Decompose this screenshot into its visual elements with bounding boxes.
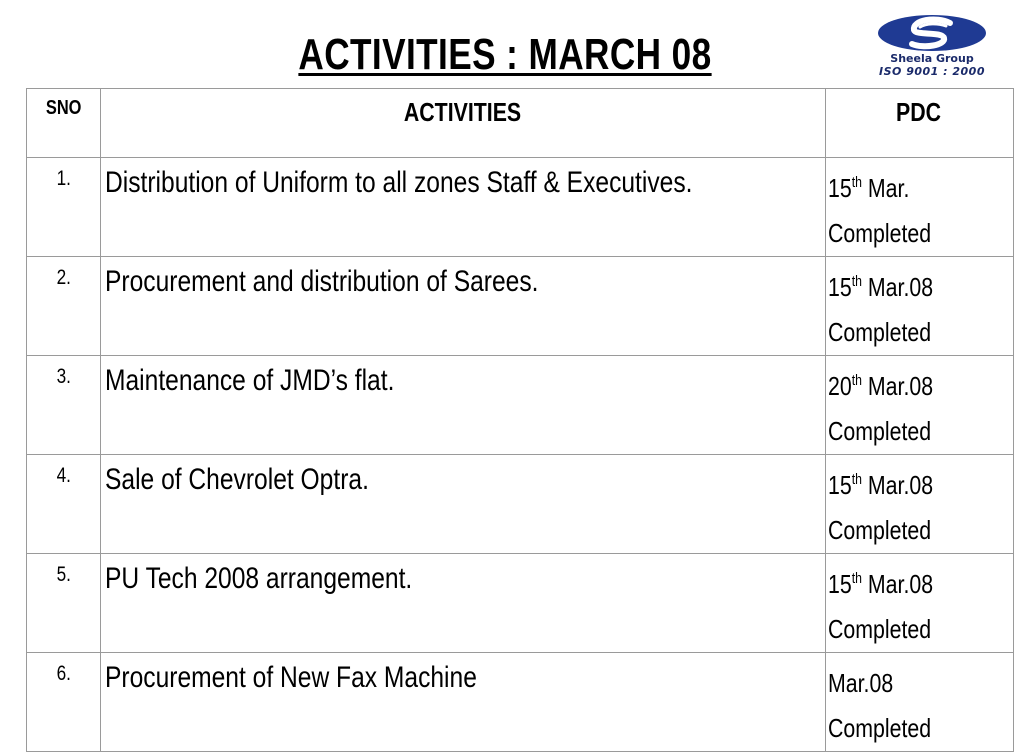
company-logo <box>862 14 1002 78</box>
cell-sno: 3. <box>27 356 101 455</box>
page-title: ACTIVITIES : MARCH 08 <box>298 30 712 79</box>
cell-pdc <box>826 554 1014 653</box>
table-header-row <box>27 89 1014 158</box>
cell-activity: Procurement of New Fax Machine <box>101 653 826 752</box>
cell-activity: Maintenance of JMD’s flat. <box>101 356 826 455</box>
pdc-status: Completed <box>828 416 932 446</box>
table-row <box>27 455 1014 554</box>
cell-activity: Sale of Chevrolet Optra. <box>101 455 826 554</box>
pdc-status: Completed <box>828 713 932 743</box>
cell-sno: 6. <box>27 653 101 752</box>
cell-pdc <box>826 653 1014 752</box>
pdc-date: 20th Mar.08 <box>828 371 934 401</box>
cell-pdc <box>826 158 1014 257</box>
cell-activity: Procurement and distribution of Sarees. <box>101 257 826 356</box>
pdc-status: Completed <box>828 317 932 347</box>
header-pdc: PDC <box>826 89 1014 158</box>
cell-sno: 4. <box>27 455 101 554</box>
pdc-date: 15th Mar.08 <box>828 470 934 500</box>
table-row <box>27 158 1014 257</box>
pdc-date: 15th Mar.08 <box>828 272 934 302</box>
pdc-date: Mar.08 <box>828 668 894 698</box>
table-row <box>27 554 1014 653</box>
table-row <box>27 653 1014 752</box>
cell-pdc <box>826 356 1014 455</box>
cell-activity: PU Tech 2008 arrangement. <box>101 554 826 653</box>
cell-sno: 5. <box>27 554 101 653</box>
logo-certification: ISO 9001 : 2000 <box>879 65 985 78</box>
cell-sno: 1. <box>27 158 101 257</box>
activities-table <box>26 88 1014 752</box>
table-row <box>27 257 1014 356</box>
cell-pdc <box>826 455 1014 554</box>
sheela-group-logo-icon <box>862 14 1002 54</box>
header-sno: SNO <box>27 89 101 158</box>
pdc-status: Completed <box>828 515 932 545</box>
cell-activity: Distribution of Uniform to all zones Staff & Executives. <box>101 158 826 257</box>
pdc-status: Completed <box>828 218 932 248</box>
cell-pdc <box>826 257 1014 356</box>
table-row <box>27 356 1014 455</box>
header-activities: ACTIVITIES <box>101 89 826 158</box>
cell-sno: 2. <box>27 257 101 356</box>
pdc-date: 15th Mar. <box>828 173 910 203</box>
pdc-status: Completed <box>828 614 932 644</box>
logo-company-name: Sheela Group <box>890 52 974 65</box>
pdc-date: 15th Mar.08 <box>828 569 934 599</box>
